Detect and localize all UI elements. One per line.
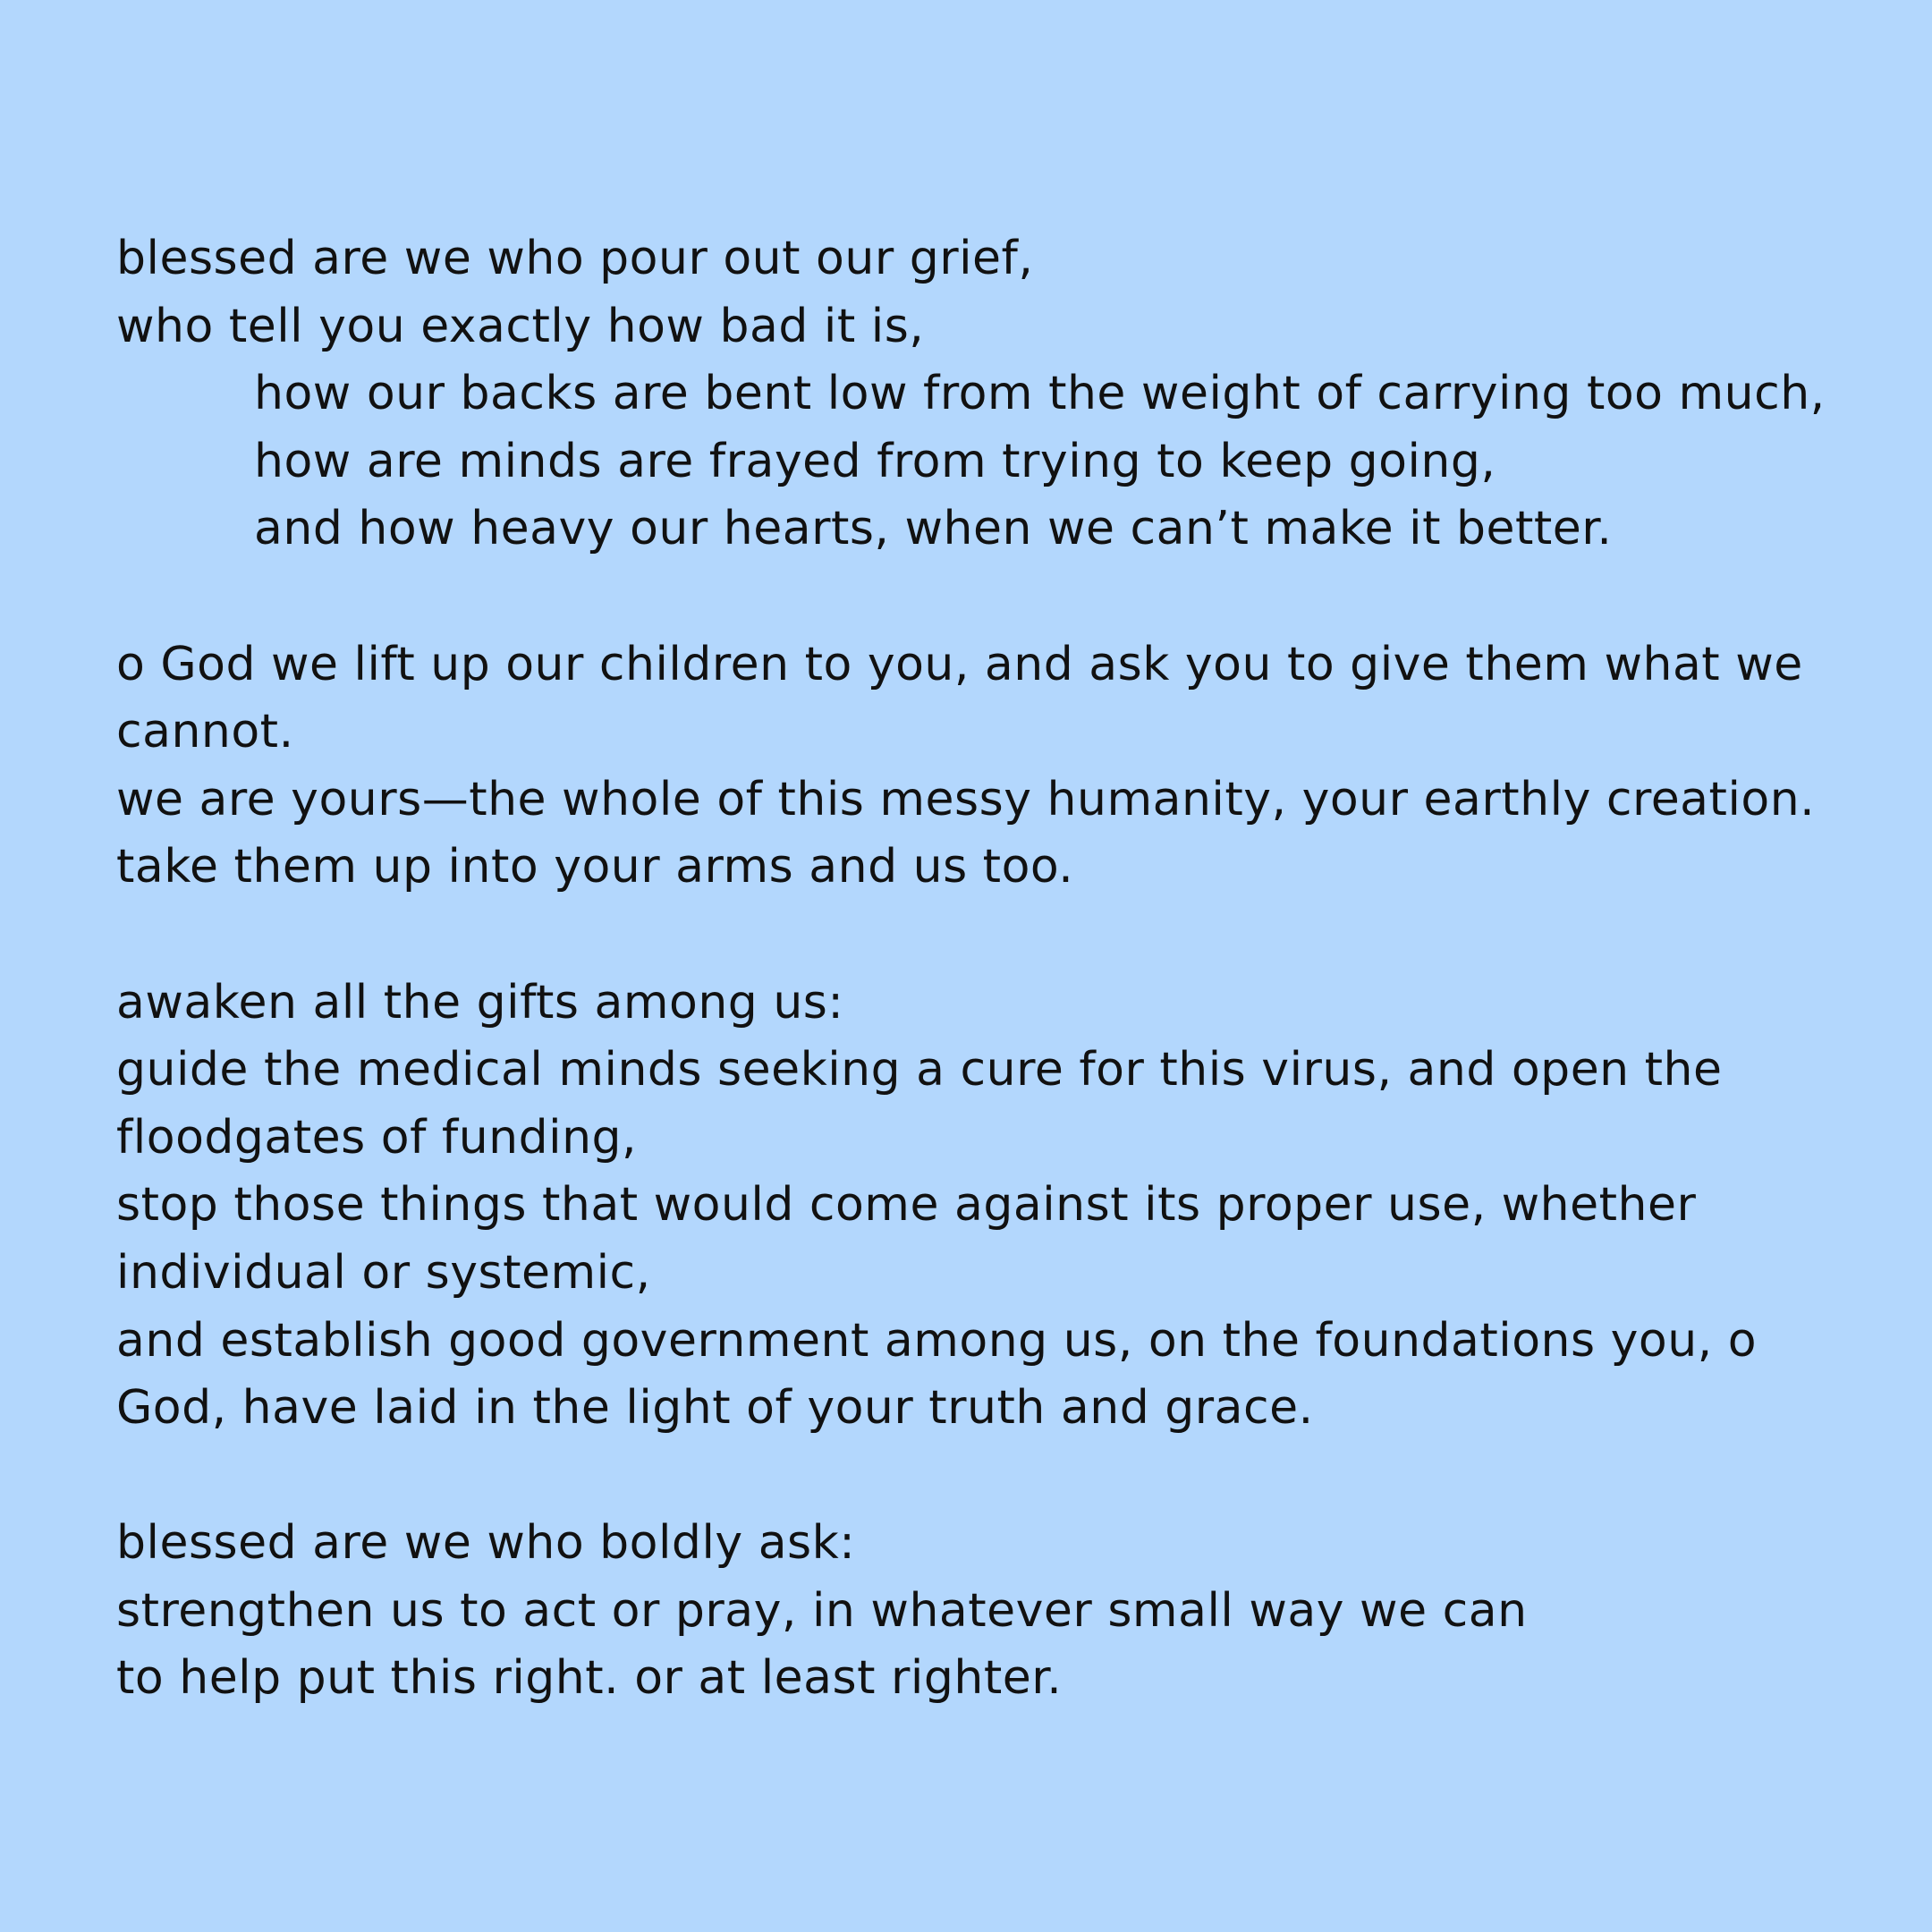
poem-line-indented: how our backs are bent low from the weight of carrying too much, bbox=[254, 367, 1826, 421]
stanza bbox=[116, 1510, 1869, 1713]
poem-line: and establish good government among us, on the foundations you, o bbox=[116, 1313, 1758, 1368]
poem-line: guide the medical minds seeking a cure for this virus, and open the bbox=[116, 1043, 1723, 1097]
poem-line-indented: how are minds are frayed from trying to keep going, bbox=[254, 434, 1496, 488]
poem-line: blessed are we who pour out our grief, bbox=[116, 232, 1034, 285]
poem-line: strengthen us to act or pray, in whatever small way we can bbox=[116, 1583, 1528, 1638]
poem-text bbox=[116, 225, 1869, 1713]
stanza-gap bbox=[116, 902, 1869, 970]
poem-line: who tell you exactly how bad it is, bbox=[116, 299, 925, 353]
stanza bbox=[116, 225, 1869, 564]
poem-line: to help put this right. or at least righter. bbox=[116, 1651, 1063, 1706]
stanza bbox=[116, 970, 1869, 1443]
stanza bbox=[116, 631, 1869, 902]
poem-line: individual or systemic, bbox=[116, 1245, 651, 1300]
poem-line: take them up into your arms and us too. bbox=[116, 840, 1074, 894]
poem-line: we are yours—the whole of this messy humanity, your earthly creation. bbox=[116, 772, 1816, 826]
poem-line: blessed are we who boldly ask: bbox=[116, 1516, 856, 1571]
poem-line: cannot. bbox=[116, 705, 294, 759]
poem-line: floodgates of funding, bbox=[116, 1110, 638, 1165]
poem-line: stop those things that would come against its proper use, whether bbox=[116, 1178, 1697, 1233]
poem-line-indented: and how heavy our hearts, when we can’t make it better. bbox=[254, 502, 1613, 556]
poem-line: awaken all the gifts among us: bbox=[116, 975, 844, 1030]
poem-line: God, have laid in the light of your truth and grace. bbox=[116, 1381, 1314, 1436]
poem-line: o God we lift up our children to you, and ask you to give them what we bbox=[116, 637, 1803, 691]
stanza-gap bbox=[116, 1443, 1869, 1511]
stanza-gap bbox=[116, 564, 1869, 631]
